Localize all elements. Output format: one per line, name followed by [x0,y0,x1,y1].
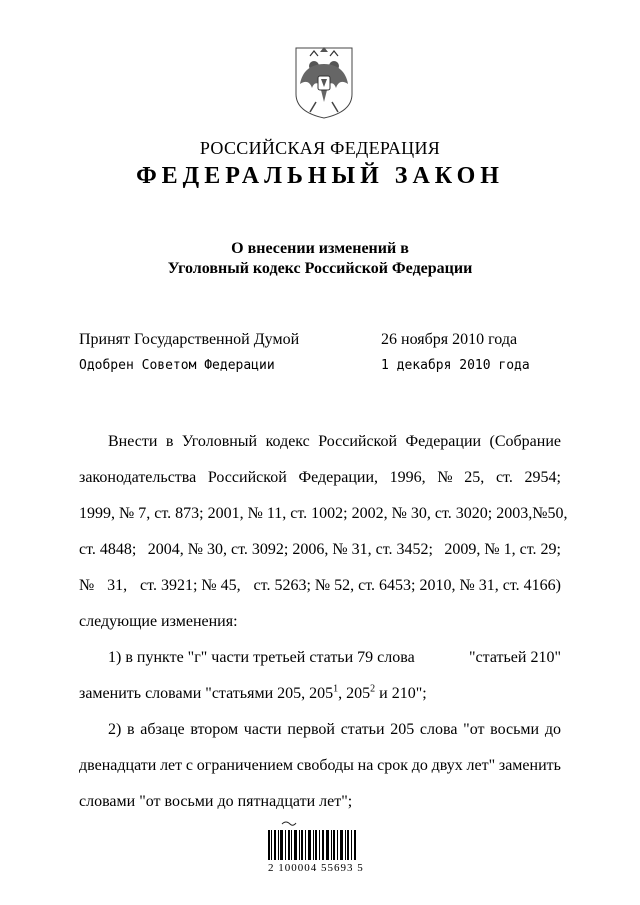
text-line: законодательства Российской Федерации, 1996, № 25, ст. 2954; [79,469,561,486]
law-subject [0,239,640,279]
barcode-number: 2 100004 55693 5 [268,862,364,874]
text-line: Внести в Уголовный кодекс Российской Федерации (Собрание [108,433,561,450]
adoption-dates [381,327,530,379]
text-line: 1) в пункте "г" части третьей статьи 79 слова "статьей 210" [108,649,561,666]
text-line: 2) в абзаце втором части первой статьи 205 слова "от восьми до [108,721,561,738]
duma-label: Принят Государственной Думой [79,331,300,348]
council-date: 1 декабря 2010 года [381,358,530,373]
text-line: № 31, ст. 3921; № 45, ст. 5263; № 52, ст. 6453; 2010, № 31, ст. 4166) [79,577,561,594]
text-line: ст. 4848; 2004, № 30, ст. 3092; 2006, № 31, ст. 3452; 2009, № 1, ст. 29; [79,541,561,558]
law-type-title: ФЕДЕРАЛЬНЫЙ ЗАКОН [136,163,504,189]
coat-of-arms-icon [290,42,358,122]
text-line: следующие изменения: [79,613,238,630]
text-line: заменить словами "статьями 205, $205^1$, $205^2$ и 210"; [79,683,427,702]
country-title: РОССИЙСКАЯ ФЕДЕРАЦИЯ [199,138,441,158]
subject-line: О внесении изменений в [231,240,409,257]
adoption-labels [79,327,299,379]
text-line: двенадцати лет с ограничением свободы на срок до двух лет" заменить [79,757,561,774]
law-body [79,432,568,828]
subject-line: Уголовный кодекс Российской Федерации [167,260,473,277]
council-label: Одобрен Советом Федерации [79,358,275,373]
duma-date: 26 ноября 2010 года [381,331,518,348]
text-line: словами "от восьми до пятнадцати лет"; [79,793,353,810]
text-line: 1999, № 7, ст. 873; 2001, № 11, ст. 1002; 2002, № 30, ст. 3020; 2003, № 50, [79,505,568,522]
